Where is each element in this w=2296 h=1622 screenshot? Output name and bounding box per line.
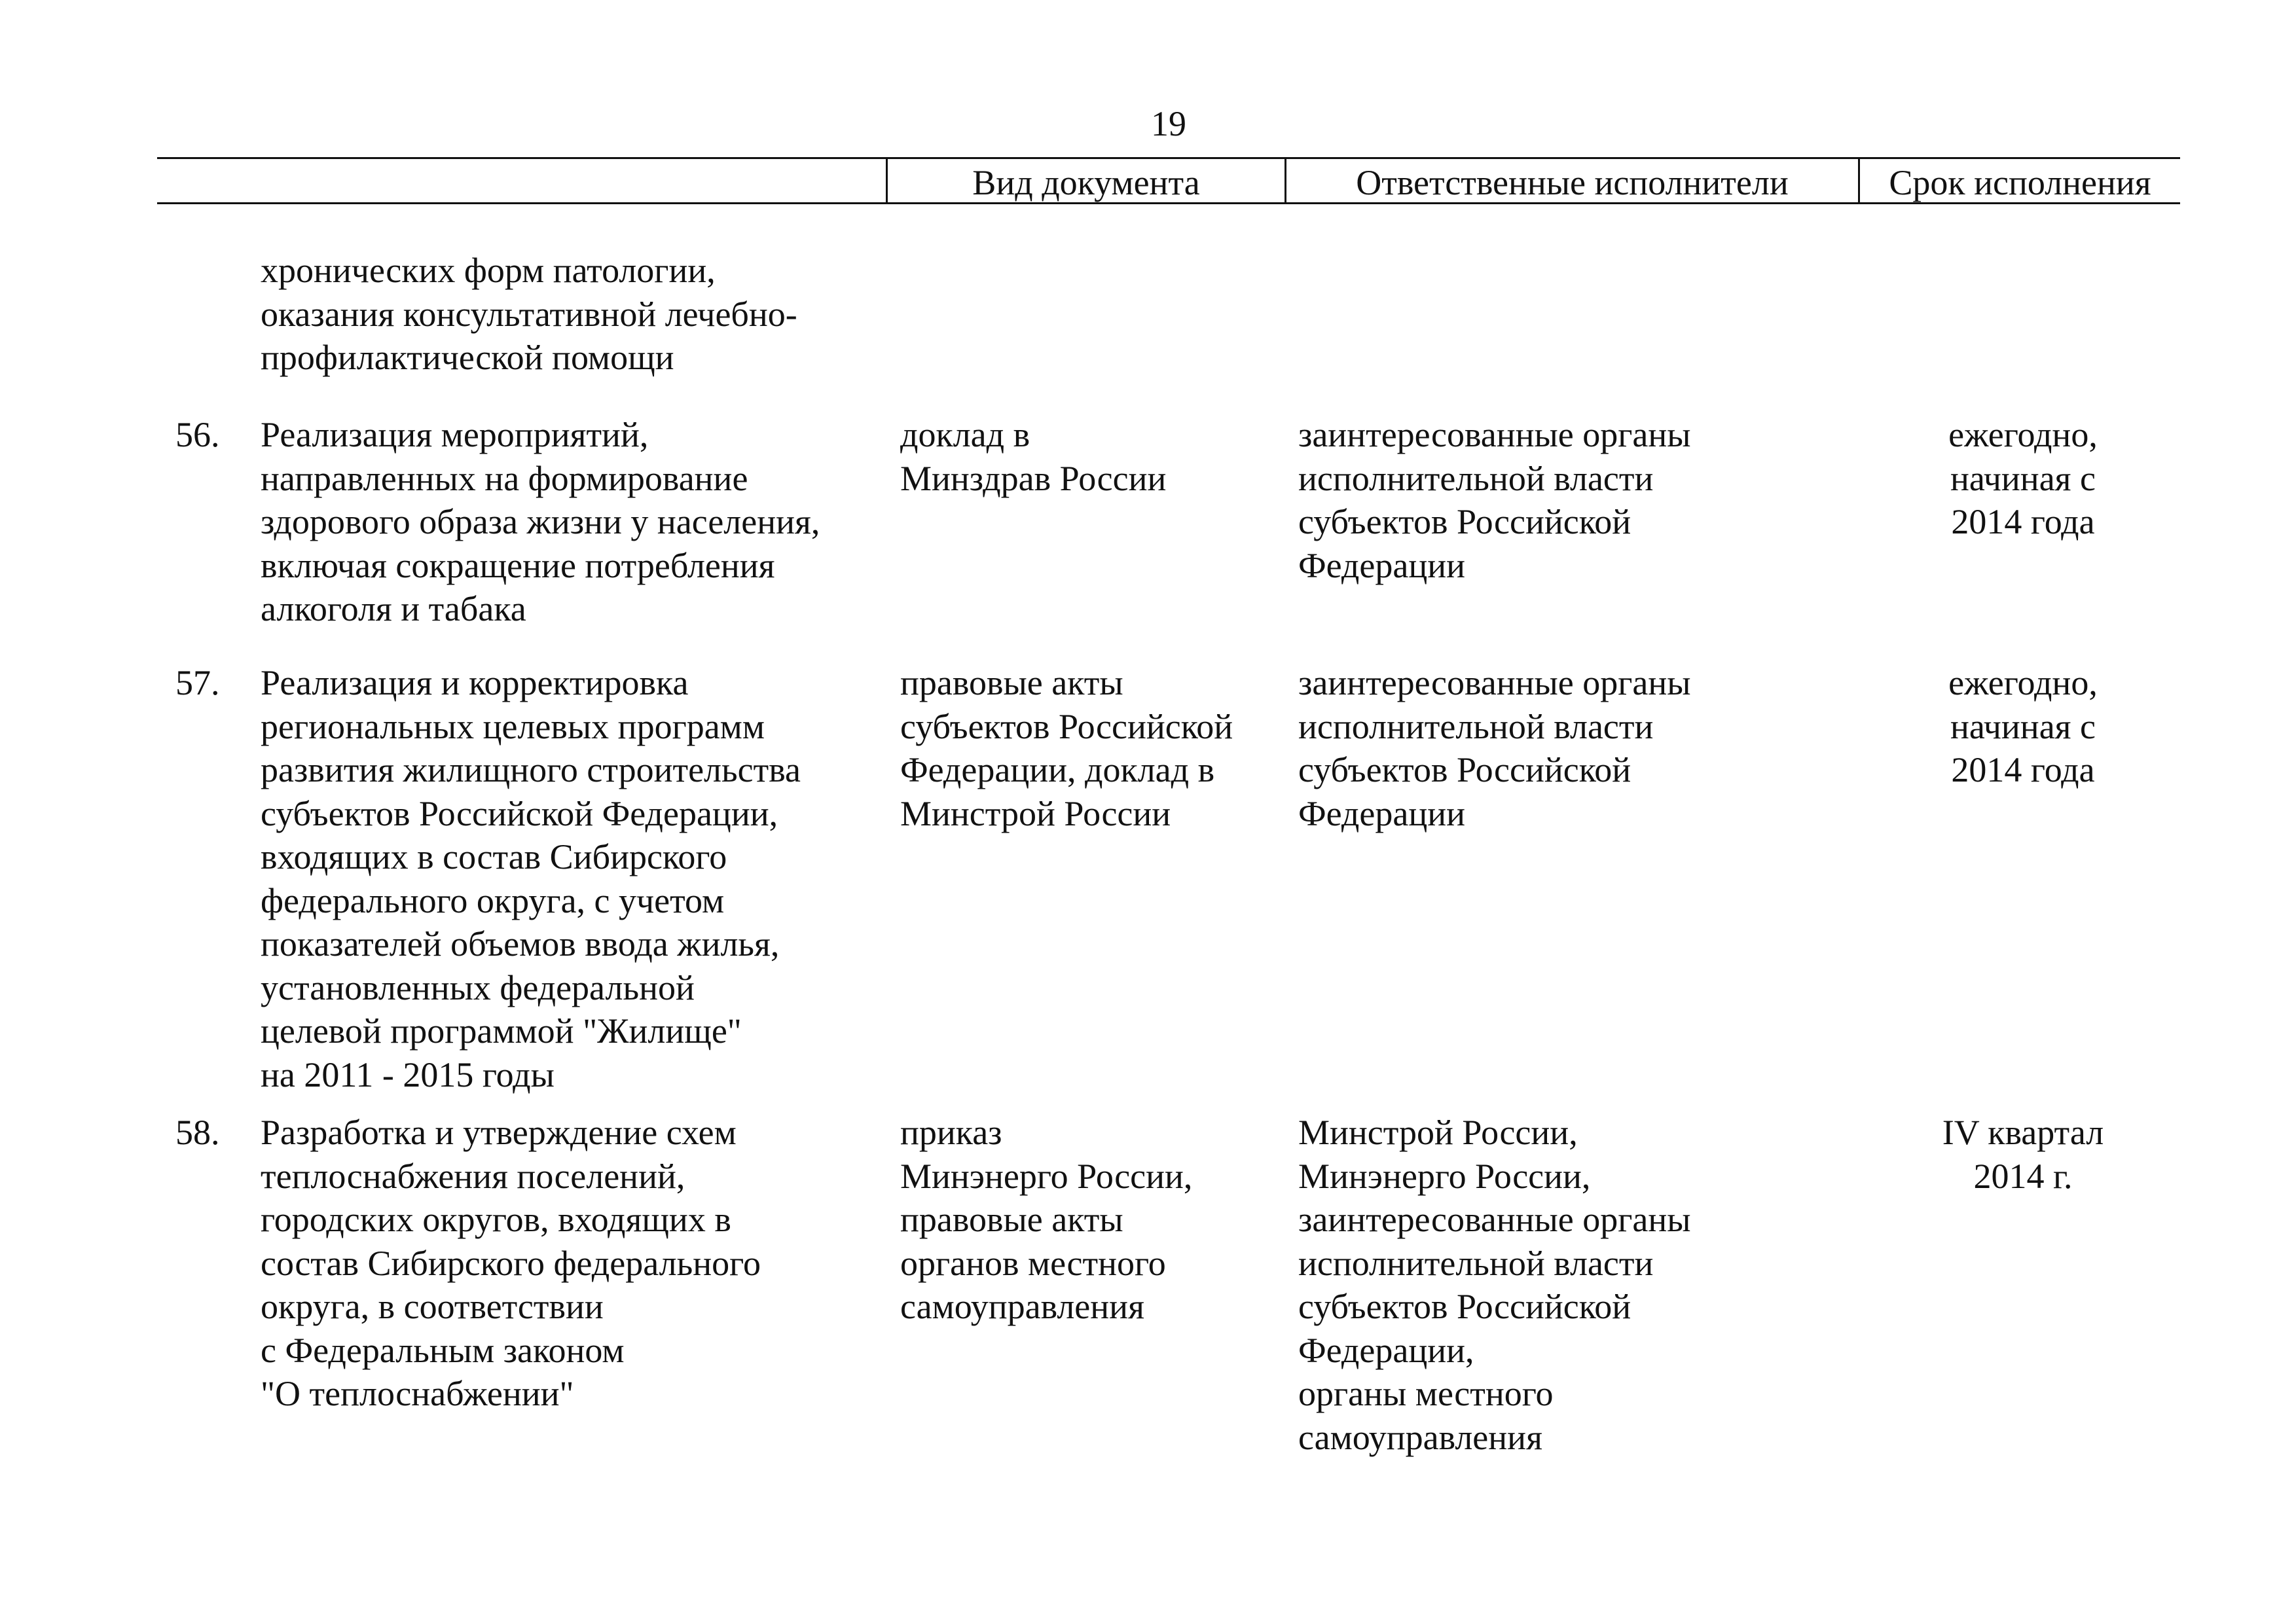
page-number: 19: [1151, 104, 1186, 143]
table-header-top-rule: [157, 157, 2180, 159]
row-document-type: правовые акты субъектов Российской Федерации, доклад в Минстрой России: [900, 663, 1233, 833]
row-deadline: ежегодно, начиная с 2014 года: [1948, 663, 2098, 789]
column-header-executors: Ответственные исполнители: [1356, 163, 1789, 202]
row-executors: заинтересованные органы исполнительной власти субъектов Российской Федерации: [1298, 415, 1691, 585]
row-description: Реализация и корректировка региональных целевых программ развития жилищного строительства субъектов Российской Федерации, входящих в состав Сибирского федерального округа, с учетом показателей объемов ввода жилья, установленных федеральной целевой программой "Жилище" на 2011 - 2015 годы: [261, 663, 801, 1094]
table-header-bottom-rule: [157, 202, 2180, 204]
row-executors: Минстрой России, Минэнерго России, заинтересованные органы исполнительной власти субъектов Российской Федерации, органы местного самоуправления: [1298, 1113, 1691, 1457]
row-number: 57.: [175, 663, 220, 702]
row-deadline: ежегодно, начиная с 2014 года: [1948, 415, 2098, 541]
row-number: 58.: [175, 1113, 220, 1152]
row-deadline: IV квартал 2014 г.: [1942, 1113, 2104, 1196]
row-document-type: приказ Минэнерго России, правовые акты органов местного самоуправления: [900, 1113, 1193, 1326]
row-document-type: доклад в Минздрав России: [900, 415, 1167, 498]
row-description: Реализация мероприятий, направленных на формирование здорового образа жизни у населения, включая сокращение потребления алкоголя и табака: [261, 415, 820, 628]
column-header-deadline: Срок исполнения: [1889, 163, 2151, 202]
continuation-description: хронических форм патологии, оказания консультативной лечебно- профилактической помощи: [261, 251, 797, 377]
column-header-document-type: Вид документа: [972, 163, 1200, 202]
row-description: Разработка и утверждение схем теплоснабжения поселений, городских округов, входящих в состав Сибирского федерального округа, в соответствии с Федеральным законом "О теплоснабжении": [261, 1113, 761, 1413]
row-number: 56.: [175, 415, 220, 454]
row-executors: заинтересованные органы исполнительной власти субъектов Российской Федерации: [1298, 663, 1691, 833]
